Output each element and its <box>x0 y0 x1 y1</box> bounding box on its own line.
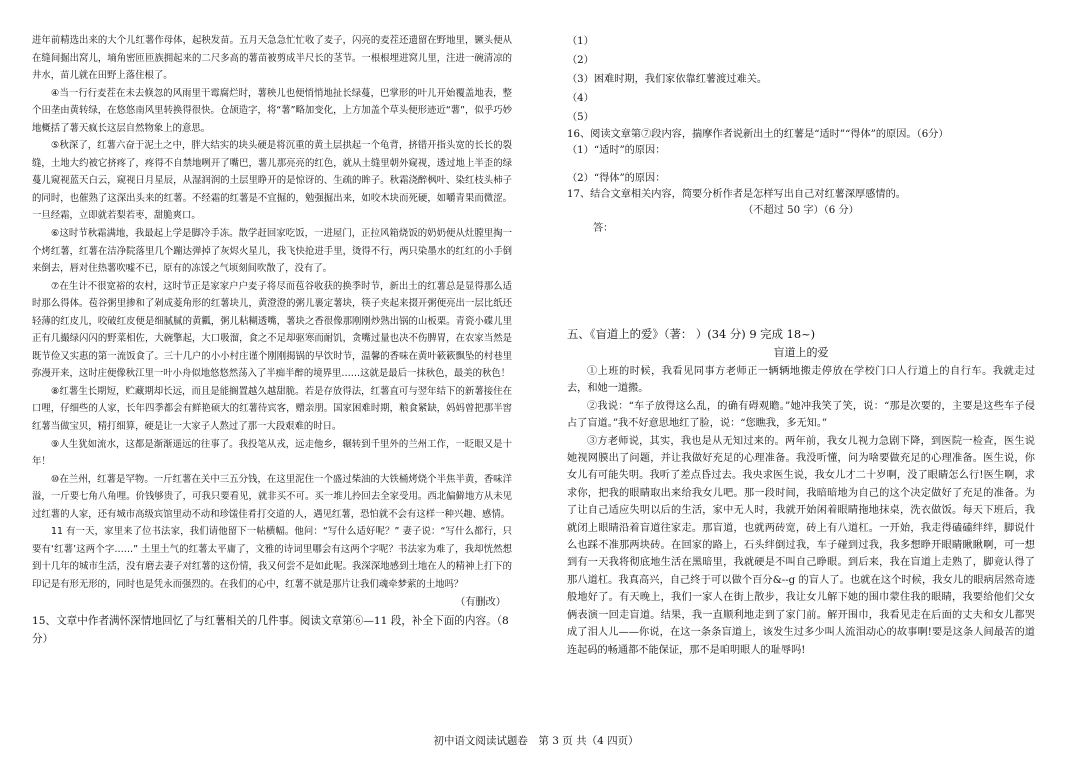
article-paragraph: ②我说：“车子放得这么乱，的确有碍观瞻。”她冲我笑了笑，说：“那是次要的，主要是这些车子侵占了盲道。”我不好意思地红了脸，说：“您瞧我，多无知。” <box>567 400 1035 430</box>
article-paragraph: 进年前精选出来的大个儿红薯作母体，起秧发苗。五月天急急忙忙收了麦子，闪亮的麦茬还遗留在野地里，镢头便从在缝间掘出窝儿，墒角密匝匝族拥起来的二尺多高的薯苗被剪成半尺长的茎节。一根根埋进窝儿里，注进一碗清凉的井水，苗儿就在田野上落住根了。 <box>32 35 512 82</box>
article-paragraph: ⑨人生犹如流水，这都是渐渐遥远的往事了。我投笔从戎，远走他乡，辗转到千里外的兰州工作，一眨眼又是十年！ <box>32 438 512 468</box>
source-note: （有删改） <box>455 596 506 608</box>
article-paragraph: 11 有一天，家里来了位书法家，我们请他留下一帖横幅。他问：“写什么适好呢？” 妻子说：“写什么都行，只要有‘红薯’这两个字……” 土里土气的红薯太平庸了，文雅的诗词里哪会有这两个字呢？书法家为难了，我却恍然想到十几年的城市生活，没有磨去妻子对红薯的这份情，我又何尝不是如此呢。我深深地感到土地在人的精神上打下的印记是有形无形的，同时也是凭永而强烈的。在我们的心中，红薯不就是那片让我们魂牵梦萦的土地吗？ <box>32 526 512 590</box>
page-footer: 初中语文阅读试题卷 第 3 页 共（4 四页） <box>433 735 639 747</box>
article-paragraph: ⑤秋深了，红薯六奋于泥土之中，胖大结实的块头硬是将沉重的黄土层拱起一个龟背，挤错开指头宽的长长的裂缝，土地大约被它挤疼了，疼得不自禁地咧开了嘴巴，薯儿那亮亮的红色，就从土缝里朝外窥视，透过地上半歪的绿蔓儿窥视蓝天白云，窥视日月星辰，从湿润润的土层里睁开的是惊讶的、生疏的眸子。秋霜浇醉枫叶、染红枝头柿子的同时，也催熟了这深出头来的红薯。不经霜的红薯是不宜掘的，勉强掘出来，如咬木块而死硬，如嚼青果而微涩。一旦经霜，立即就若梨若枣，甜脆爽口。 <box>32 140 512 222</box>
article-paragraph: ⑥这时节秋霜满地，我最起上学是脚冷手冻。散学赶回家吃饭，一进屋门，正拉风箱烧饭的奶奶便从灶膛里掏一个烤红薯，红薯在洁净院落里几个蹦达弹掉了灰烬火星儿，我飞快抢进手里，烫得不行，两只染墨水的红红的小手倒来倒去，唇对住热薯吹嘘不已，原有的冻馁之气顷刻间吹散了，没有了。 <box>32 228 512 275</box>
question-16: 16、阅读文章第⑦段内容，揣摩作者说新出土的红薯是“适时”“得体”的原因。（6分） <box>567 129 949 140</box>
q15-item: （2） <box>567 55 594 66</box>
answer-label: 答： <box>593 223 614 234</box>
left-column <box>32 32 512 648</box>
right-column <box>567 32 1035 659</box>
article-paragraph: ⑦在生计不很宽裕的农村，这时节正是家家户户麦子将尽而苞谷收获的换季时节，新出土的红薯总是显得那么适时那么得体。苞谷粥里掺和了剁成菱角形的红薯块儿，黄澄澄的粥儿裹定薯块，筷子夹起来掇开粥便亮出一层比纸还轻薄的红皮儿，咬破红皮便是细腻腻的黄瓤，粥儿粘糊透嘴，薯块之香很像那刚刚炒熟出锅的山板栗。青瓷小碟儿里正有几撮绿闪闪的野菜相佐，大碗擎起，大口吸溜，食之不足却驱寒而耐饥，贪嘴过量也决不伤脾胃，在农家当然是既节俭又实惠的第一流饭食了。三十几户的小小村庄谨个刚刚揭锅的早饮时节，温馨的香味在黄叶簌簌飘坠的村巷里弥漫开来，这时庄便像秋江里一叶小舟似地悠悠然荡入了半痴半醉的境界里……这就是最后一抹秋色，最美的秋色！ <box>32 280 512 380</box>
article-paragraph: ⑩在兰州，红薯是罕物。一斤红薯在关中三五分钱，在这里泥住一个盛过柴油的大铁桶烤烧个半焦半黄，香味洋溢，一斤要七角八角哩。价钱够贵了，可我只要看见，就非买不可。买一堆儿拎回去全家受用。西北偏僻地方从未见过红薯的人家，还有城市高级宾馆里动不动和珍馐佳肴打交道的人，遇见红薯，恐怕就不会有这样一种兴趣、感情。 <box>32 473 512 520</box>
section-title: 五、《盲道上的爱》（著： ）(34 分) 9 完成 18~) <box>567 327 816 341</box>
question-17: 17、结合文章相关内容，简要分析作者是怎样写出自己对红薯深厚感情的。 <box>567 189 906 200</box>
q15-item: （1） <box>567 36 594 47</box>
q17-note: （不超过 50 字）（6 分） <box>743 205 859 216</box>
article-paragraph: ④当一行行麦茬在未去倏忽的风雨里干霉腐烂时，薯秧儿也便悄悄地扯长绿蔓，巴掌形的叶儿开始覆盖地表，整个田垄由黄转绿，在悠悠南风里转换得很快。仓颉造字，将“薯”略加变化，上方加盖个草头便形迹近“薯”，似乎巧妙地概括了薯天疯长这层自然物象上的意思。 <box>32 87 512 134</box>
q16-answer-a: （1）“适时”的原因： <box>567 145 666 156</box>
q16-answer-b: （2）“得体”的原因： <box>567 173 666 184</box>
q15-item: （4） <box>567 93 594 104</box>
q15-item: （5） <box>567 112 594 123</box>
article-title: 盲道上的爱 <box>773 346 829 359</box>
article-paragraph: ③方老师说，其实，我也是从无知过来的。两年前，我女儿视力急剧下降，到医院一检查，医生说她视网膜出了问题，并让我做好充足的心理准备。我没听懂，问为啥要做充足的心理准备。医生说，你女儿有可能失明。我听了差点昏过去。我央求医生说，我女儿才二十岁啊，没了眼睛怎么行!医生啊，求求你，把我的眼睛取出来给我女儿吧。那一段时间，我暗暗地为自己的这个决定做好了充足的准备。为了让自己适应失明以后的生活，家中无人时，我就开始闲着眼睛拖地抹桌，洗衣做饭。每天下班后，我就闭上眼睛沿着盲道往家走。那盲道，也就两砖宽，砖上有八道杠。一开始，我走得磕磕绊绊，脚说什么也踩不准那两块砖。在回家的路上，石头绊倒过我，车子碰到过我，我多想睁开眼睛瞅瞅啊，可一想到有一天我将彻底地生活在黑暗里，我就硬是不叫自己睁眼。到后来，我在盲道上走熟了，脚竟认得了那八道杠。我真高兴，自己终于可以做个百分&--g 的盲人了。也就在这个时候，我女儿的眼病居然奇迹般地好了。有天晚上，我们一家人在街上散步，我让女儿解下她的围巾蒙住我的眼睛，我要给他们父女俩表演一回走盲道。结果，我一直顺利地走到了家门前。解开围巾，我看见走在后面的丈夫和女儿都哭成了泪人儿——你说，在这一条条盲道上，该发生过多少叫人流泪动心的故事啊!要是这条人间最苦的道连起码的畅通都不能保证，那不是咱明眼人的耻辱吗! <box>567 435 1035 656</box>
q15-item: （3）困难时期，我们家依靠红薯渡过难关。 <box>567 74 768 85</box>
article-paragraph: ①上班的时候，我看见同事方老师正一辆辆地搬走停放在学校门口人行道上的自行车。我就走过去，和她一道搬。 <box>567 366 1035 395</box>
question-15: 15、文章中作者满怀深情地回忆了与红薯相关的几件事。阅读文章第⑥—11 段，补全下面的内容。（8 分） <box>32 614 509 645</box>
article-paragraph: ⑧红薯生长期短，贮藏期却长远，而且是能搁置越久越甜脆。若是存放得法，红薯直可与翌年结下的新薯接住在口哩，仔细些的人家，长年四季都会有鲜艳硕大的红薯待宾客，赠亲朋。国家困难时期，粮食紧缺，妈妈曾把那半窖红薯当做宝贝，精打细算，硬是让一大家子人熬过了那一大段艰难的时日。 <box>32 385 512 433</box>
